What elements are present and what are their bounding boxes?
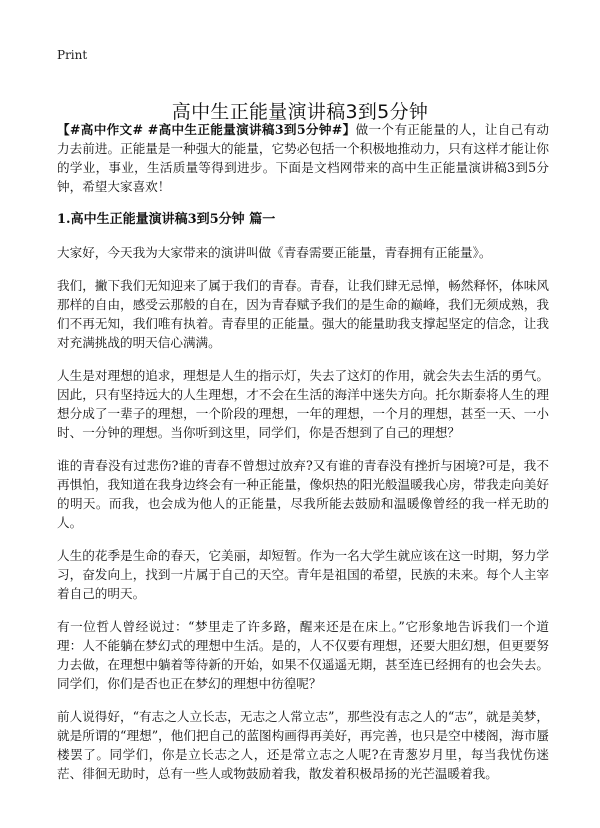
paragraph-6: 有一位哲人曾经说过：“梦里走了许多路，醒来还是在床上。”它形象地告诉我们一个道理：人不能躺在梦幻式的理想中生活。是的，人不仅要有理想，还要大胆幻想，但更要努力去做，在理想中躺着等待新的开始，如果不仅遥遥无期，甚至连已经拥有的也会失去。同学们，你们是否也正在梦幻的理想中彷徨呢？ bbox=[57, 619, 549, 691]
intro-text: 做一个有正能量的人，让自己有动力去前进。正能量是一种强大的能量，它势必包括一个积极地推动力，只有这样才能让你的学业，事业，生活质量等得到进步。下面是文档网带来的高中生正能量演讲稿3到5分钟，希望大家喜欢！ bbox=[57, 122, 549, 194]
paragraph-2: 我们，撇下我们无知迎来了属于我们的青春。青春，让我们肆无忌惮，畅然释怀，体味风那样的自由，感受云那般的自在，因为青春赋予我们的是生命的巅峰，我们无须成熟，我们不再无知，我们唯有执着。青春里的正能量。强大的能量助我支撑起坚定的信念，让我对充满挑战的明天信心满满。 bbox=[57, 278, 549, 350]
print-label: Print bbox=[57, 48, 88, 62]
paragraph-1: 大家好，今天我为大家带来的演讲叫做《青春需要正能量，青春拥有正能量》。 bbox=[57, 245, 492, 260]
intro-paragraph bbox=[57, 120, 549, 196]
paragraph-5: 人生的花季是生命的春天，它美丽，却短暂。作为一名大学生就应该在这一时期，努力学习，奋发向上，找到一片属于自己的天空。青年是祖国的希望，民族的未来。每个人主宰着自己的明天。 bbox=[57, 548, 549, 601]
paragraph-3: 人生是对理想的追求，理想是人生的指示灯，失去了这灯的作用，就会失去生活的勇气。因此，只有坚持远大的人生理想，才不会在生活的海洋中迷失方向。托尔斯泰将人生的理想分成了一辈子的理想，一个阶段的理想，一年的理想，一个月的理想，甚至一天、一小时、一分钟的理想。当你听到这里，同学们，你是否想到了自己的理想？ bbox=[57, 368, 549, 440]
page-title: 高中生正能量演讲稿3到5分钟 bbox=[171, 100, 429, 123]
article-body bbox=[57, 120, 549, 797]
section-heading: 1.高中生正能量演讲稿3到5分钟 篇一 bbox=[57, 212, 276, 227]
intro-tag: 【#高中作文# #高中生正能量演讲稿3到5分钟#】 bbox=[57, 122, 356, 137]
paragraph-7: 前人说得好，“有志之人立长志，无志之人常立志”，那些没有志之人的“志”，就是美梦，就是所谓的“理想”，他们把自己的蓝图构画得再美好，再完善，也只是空中楼阁，海市蜃楼罢了。同学们，你是立长志之人，还是常立志之人呢?在青葱岁月里，每当我忧伤迷茫、徘徊无助时，总有一些人或物鼓励着我，散发着积极昂扬的光芒温暖着我。 bbox=[57, 709, 549, 781]
paragraph-4: 谁的青春没有过悲伤?谁的青春不曾想过放弃?又有谁的青春没有挫折与困境?可是，我不再惧怕，我知道在我身边终会有一种正能量，像炽热的阳光般温暖我心房，带我走向美好的明天。而我，也会成为他人的正能量，尽我所能去鼓励和温暖像曾经的我一样无助的人。 bbox=[57, 458, 549, 530]
